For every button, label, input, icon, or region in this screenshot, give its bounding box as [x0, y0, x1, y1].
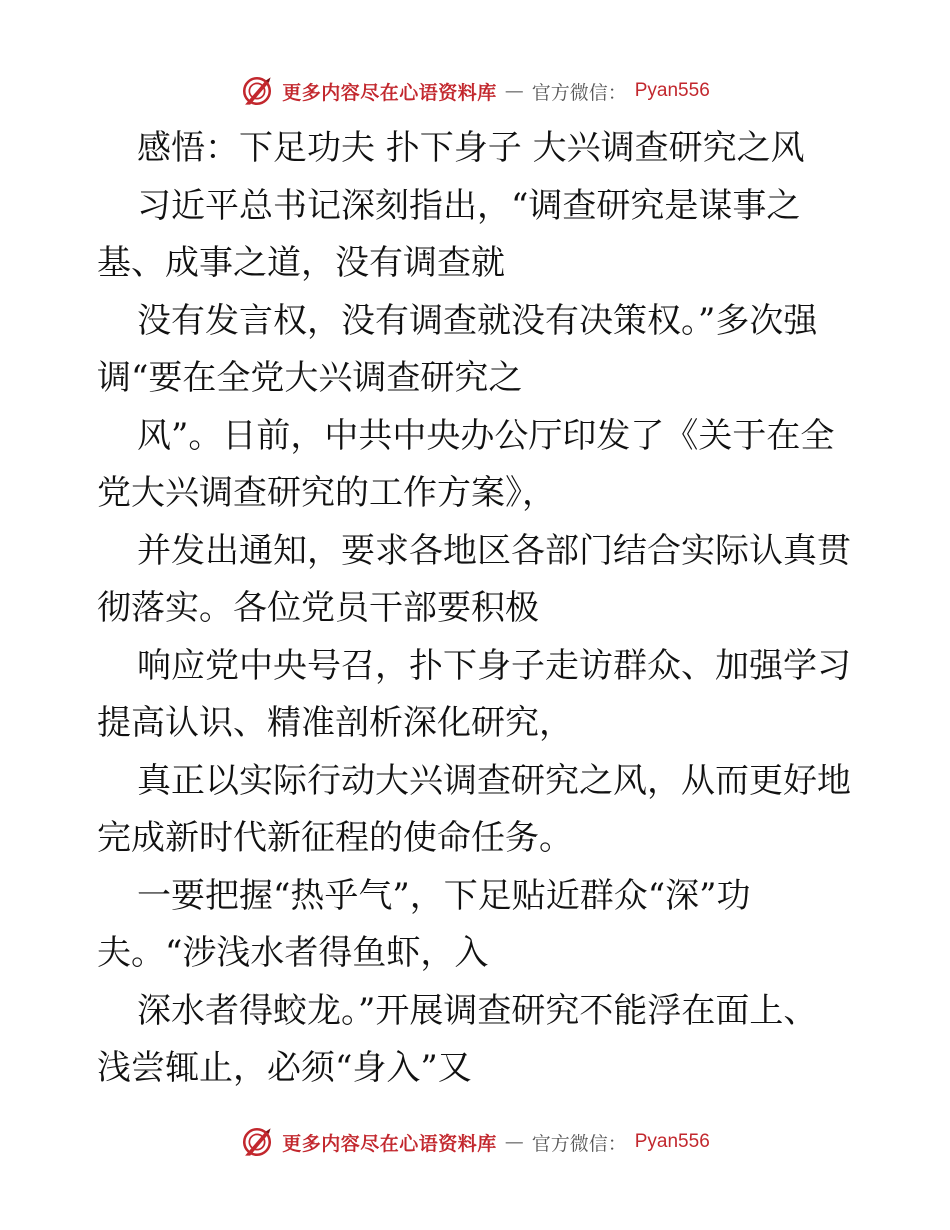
document-line: 完成新时代新征程的使命任务。	[97, 818, 573, 858]
document-line: 没有发言权，没有调查就没有决策权。”多次强	[137, 300, 818, 341]
quill-pen-logo-icon	[240, 74, 274, 108]
watermark-wechat-id: Pyan556	[634, 1131, 710, 1152]
quill-pen-logo-icon	[240, 1125, 274, 1159]
document-line: 习近平总书记深刻指出，“调查研究是谋事之	[137, 185, 801, 226]
document-line: 基、成事之道，没有调查就	[97, 243, 505, 283]
watermark-main-text: 更多内容尽在心语资料库	[282, 1132, 497, 1155]
document-line: 党大兴调查研究的工作方案》，	[97, 473, 556, 513]
document-line: 浅尝辄止，必须“身入”又	[97, 1048, 472, 1088]
document-line: 真正以实际行动大兴调查研究之风，从而更好地	[137, 760, 851, 801]
document-line: 并发出通知，要求各地区各部门结合实际认真贯	[137, 530, 851, 571]
document-line: 响应党中央号召，扑下身子走访群众、加强学习	[137, 645, 851, 686]
document-line: 一要把握“热乎气”，下足贴近群众“深”功	[137, 875, 751, 916]
document-line: 提高认识、精准剖析深化研究，	[97, 703, 573, 743]
watermark-label: 官方微信：	[531, 81, 627, 104]
document-line: 夫。“涉浅水者得鱼虾，入	[97, 933, 489, 973]
document-lines	[97, 178, 857, 1098]
document-title: 感悟：下足功夫 扑下身子 大兴调查研究之风	[137, 128, 805, 168]
watermark-wechat-id: Pyan556	[634, 80, 710, 101]
document-body	[97, 120, 857, 1098]
watermark-label: 官方微信：	[531, 1132, 627, 1155]
watermark-dash: —	[504, 80, 524, 102]
document-line: 调“要在全党大兴调查研究之	[97, 358, 523, 398]
document-line: 深水者得蛟龙。”开展调查研究不能浮在面上、	[137, 990, 818, 1031]
watermark-main-text: 更多内容尽在心语资料库	[282, 81, 497, 104]
document-line: 彻落实。各位党员干部要积极	[97, 588, 539, 628]
document-line: 风”。日前，中共中央办公厅印发了《关于在全	[137, 415, 835, 456]
header-watermark	[0, 71, 950, 111]
watermark-dash: —	[504, 1131, 524, 1153]
footer-watermark	[0, 1122, 950, 1162]
